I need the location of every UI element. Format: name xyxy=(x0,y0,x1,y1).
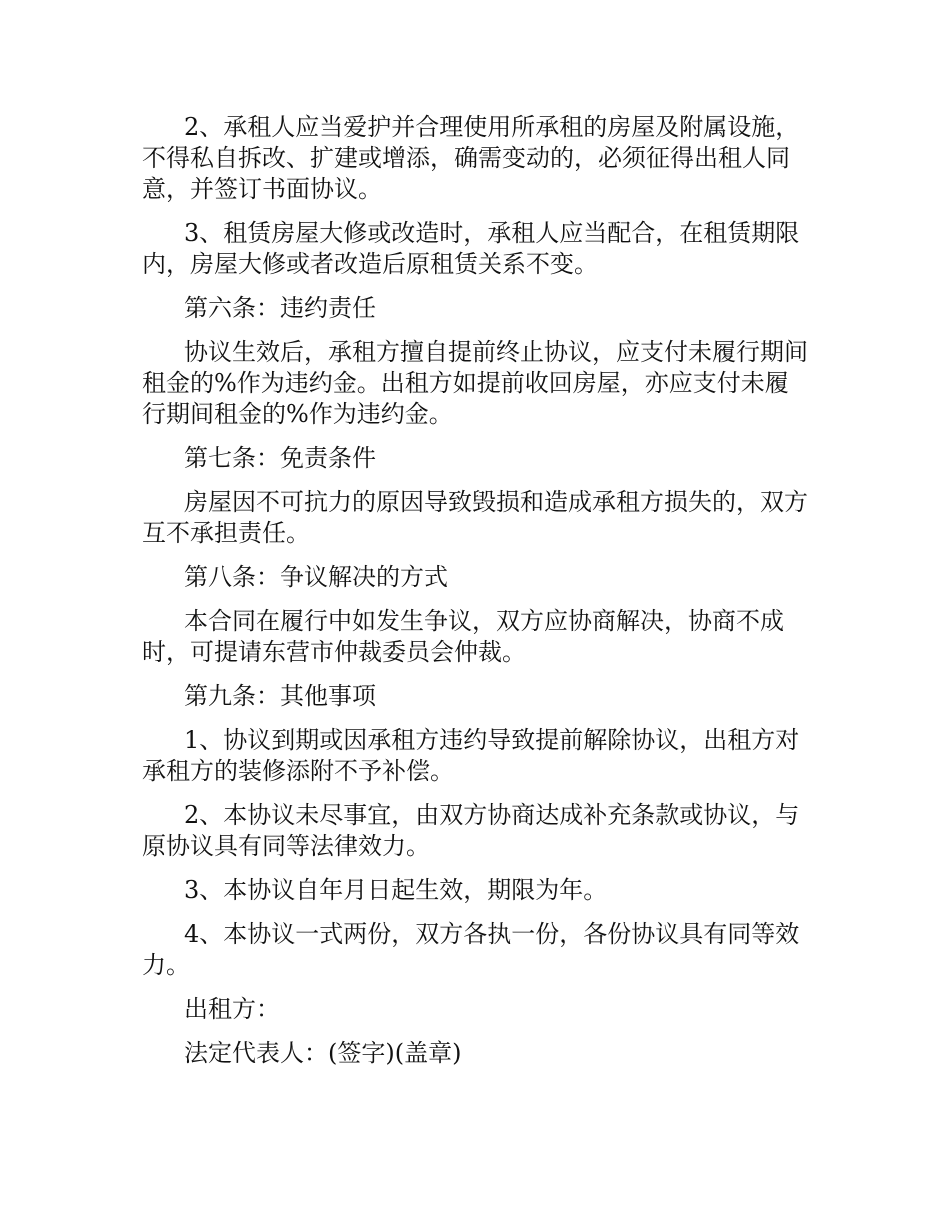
clause-paragraph: 2、本协议未尽事宜，由双方协商达成补充条款或协议，与原协议具有同等法律效力。 xyxy=(142,801,800,860)
document-page xyxy=(142,112,810,1082)
clause-paragraph: 4、本协议一式两份，双方各执一份，各份协议具有同等效力。 xyxy=(142,920,800,979)
article-heading: 第六条：违约责任 xyxy=(184,294,376,322)
clause-paragraph: 协议生效后，承租方擅自提前终止协议，应支付未履行期间租金的%作为违约金。出租方如提前收回房屋，亦应支付未履行期间租金的%作为违约金。 xyxy=(142,338,808,428)
clause-paragraph: 房屋因不可抗力的原因导致毁损和造成承租方损失的，双方互不承担责任。 xyxy=(142,488,808,547)
article-heading: 第七条：免责条件 xyxy=(184,444,376,472)
clause-paragraph: 3、租赁房屋大修或改造时，承租人应当配合，在租赁期限内，房屋大修或者改造后原租赁关系不变。 xyxy=(142,219,800,278)
lessor-label: 出租方： xyxy=(184,995,280,1023)
clause-paragraph: 本合同在履行中如发生争议，双方应协商解决，协商不成时，可提请东营市仲裁委员会仲裁。 xyxy=(142,607,784,666)
clause-paragraph: 3、本协议自年月日起生效，期限为年。 xyxy=(184,876,608,904)
clause-paragraph: 1、协议到期或因承租方违约导致提前解除协议，出租方对承租方的装修添附不予补偿。 xyxy=(142,726,800,785)
clause-paragraph: 2、承租人应当爱护并合理使用所承租的房屋及附属设施，不得私自拆改、扩建或增添，确需变动的，必须征得出租人同意，并签订书面协议。 xyxy=(142,113,800,203)
article-heading: 第八条：争议解决的方式 xyxy=(184,563,448,591)
article-heading: 第九条：其他事项 xyxy=(184,682,376,710)
legal-representative-label: 法定代表人：(签字)(盖章) xyxy=(184,1039,462,1067)
